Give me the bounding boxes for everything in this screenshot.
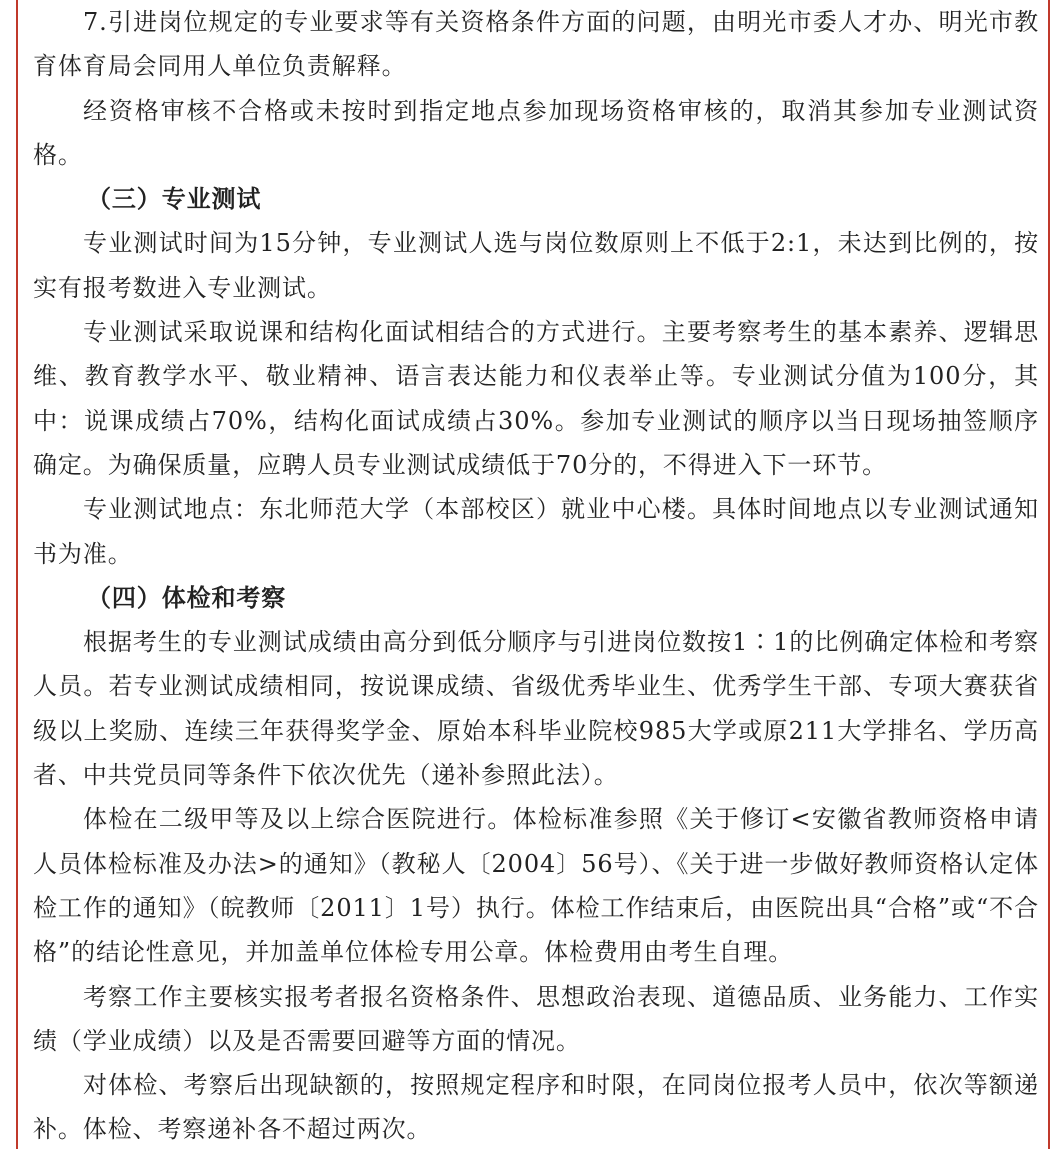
section-heading-professional-test: （三）专业测试: [87, 184, 262, 214]
section-heading-physical-exam: （四）体检和考察: [87, 582, 287, 612]
paragraph-exam-selection: 根据考生的专业测试成绩由高分到低分顺序与引进岗位数按1∶1的比例确定体检和考察人员。若专业测试成绩相同，按说课成绩、省级优秀毕业生、优秀学生干部、专项大赛获省级以上奖励、连续三年获得奖学金、原始本科毕业院校985大学或原211大学排名、学历高者、中共党员同等条件下依次优先（递补参照此法）。: [33, 628, 1039, 790]
paragraph-exam-standard: 体检在二级甲等及以上综合医院进行。体检标准参照《关于修订<安徽省教师资格申请人员体检标准及办法>的通知》（教秘人〔2004〕56号）、《关于进一步做好教师资格认定体检工作的通知》（皖教师〔2011〕1号）执行。体检工作结束后，由医院出具“合格”或“不合格”的结论性意见，并加盖单位体检专用公章。体检费用由考生自理。: [33, 805, 1039, 967]
paragraph-test-duration: 专业测试时间为15分钟，专业测试人选与岗位数原则上不低于2:1，未达到比例的，按实有报考数进入专业测试。: [33, 229, 1039, 302]
paragraph-qualification-interpretation: 7.引进岗位规定的专业要求等有关资格条件方面的问题，由明光市委人才办、明光市教育体育局会同用人单位负责解释。: [33, 8, 1039, 81]
paragraph-inspection-content: 考察工作主要核实报考者报名资格条件、思想政治表现、道德品质、业务能力、工作实绩（学业成绩）以及是否需要回避等方面的情况。: [33, 982, 1039, 1055]
paragraph-vacancy-fill: 对体检、考察后出现缺额的，按照规定程序和时限，在同岗位报考人员中，依次等额递补。体检、考察递补各不超过两次。: [33, 1071, 1039, 1144]
paragraph-qualification-cancel: 经资格审核不合格或未按时到指定地点参加现场资格审核的，取消其参加专业测试资格。: [33, 96, 1039, 169]
document-body: [33, 0, 1039, 1152]
paragraph-test-location: 专业测试地点：东北师范大学（本部校区）就业中心楼。具体时间地点以专业测试通知书为准。: [33, 495, 1039, 568]
paragraph-test-method: 专业测试采取说课和结构化面试相结合的方式进行。主要考察考生的基本素养、逻辑思维、教育教学水平、敬业精神、语言表达能力和仪表举止等。专业测试分值为100分，其中：说课成绩占70%，结构化面试成绩占30%。参加专业测试的顺序以当日现场抽签顺序确定。为确保质量，应聘人员专业测试成绩低于70分的，不得进入下一环节。: [33, 318, 1039, 479]
